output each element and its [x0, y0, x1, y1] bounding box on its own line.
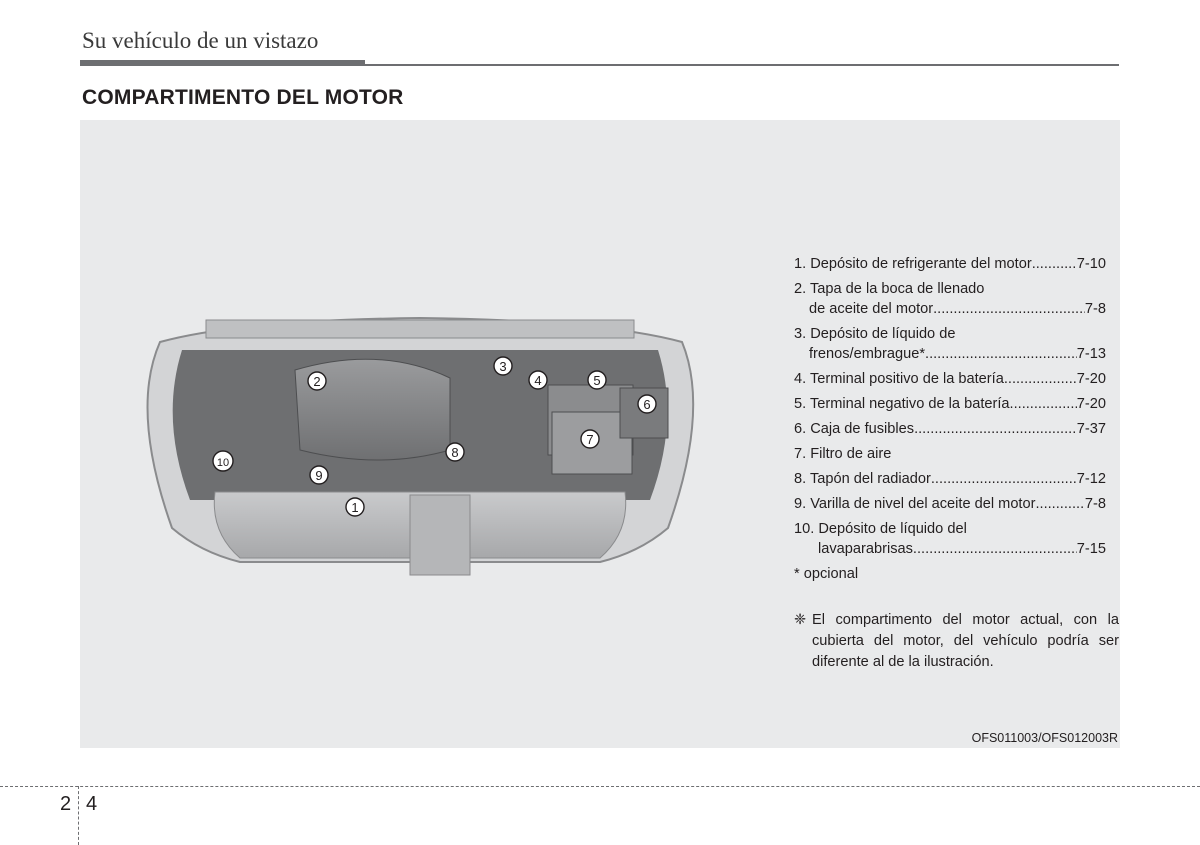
section-title: COMPARTIMENTO DEL MOTOR — [82, 86, 404, 109]
hood-latch — [410, 495, 470, 575]
footer-divider — [78, 786, 79, 845]
svg-text:4: 4 — [534, 373, 542, 388]
callout-6 — [638, 395, 656, 413]
engine-compartment-illustration — [120, 300, 720, 592]
legend-item-2: 2. Tapa de la boca de llenado de aceite del motor ..... 7-8 — [794, 279, 1106, 319]
callout-9 — [310, 466, 328, 484]
svg-text:8: 8 — [451, 445, 459, 460]
callout-10 — [213, 451, 233, 471]
image-code: OFS011003/OFS012003R — [971, 731, 1118, 745]
svg-text:9: 9 — [315, 468, 323, 483]
legend-item-7: 7. Filtro de aire — [794, 446, 892, 462]
note-symbol-icon: ❈ — [794, 612, 807, 628]
svg-text:3: 3 — [499, 359, 507, 374]
header-rule-thin — [365, 64, 1119, 66]
components-legend — [794, 254, 1106, 589]
svg-text:5: 5 — [593, 373, 601, 388]
footer-rule — [0, 786, 1200, 787]
page-number: 4 — [86, 793, 98, 815]
legend-item-1: 1. Depósito de refrigerante del motor ..... 7-10 — [794, 254, 1106, 274]
legend-item-6: 6. Caja de fusibles ..... 7-37 — [794, 419, 1106, 439]
legend-item-9: 9. Varilla de nivel del aceite del motor ..... 7-8 — [794, 494, 1106, 514]
legend-item-10: 10. Depósito de líquido del lavaparabrisas ..... 7-15 — [794, 519, 1106, 559]
callout-1 — [346, 498, 364, 516]
legend-footnote: * opcional — [794, 566, 859, 582]
page-chapter-number: 2 — [60, 793, 72, 815]
callout-4 — [529, 371, 547, 389]
header-rule-thick — [80, 60, 365, 66]
callout-8 — [446, 443, 464, 461]
chapter-title: Su vehículo de un vistazo — [82, 28, 319, 53]
legend-item-4: 4. Terminal positivo de la batería ..... 7-20 — [794, 369, 1106, 389]
legend-item-5: 5. Terminal negativo de la batería ..... 7-20 — [794, 394, 1106, 414]
svg-text:6: 6 — [643, 397, 651, 412]
callout-3 — [494, 357, 512, 375]
note-text: El compartimento del motor actual, con la cubierta del motor, del vehículo podría ser diferente al de la ilustración. — [812, 612, 1119, 670]
svg-text:10: 10 — [216, 457, 230, 469]
legend-item-8: 8. Tapón del radiador ..... 7-12 — [794, 469, 1106, 489]
svg-text:7: 7 — [586, 432, 594, 447]
illustration-note — [794, 610, 1119, 673]
svg-text:1: 1 — [351, 500, 359, 515]
callout-5 — [588, 371, 606, 389]
callout-7 — [581, 430, 599, 448]
callout-2 — [308, 372, 326, 390]
svg-text:2: 2 — [313, 374, 321, 389]
hood-hinge-strip — [206, 320, 634, 338]
legend-item-3: 3. Depósito de líquido de frenos/embrague* ..... 7-13 — [794, 324, 1106, 364]
